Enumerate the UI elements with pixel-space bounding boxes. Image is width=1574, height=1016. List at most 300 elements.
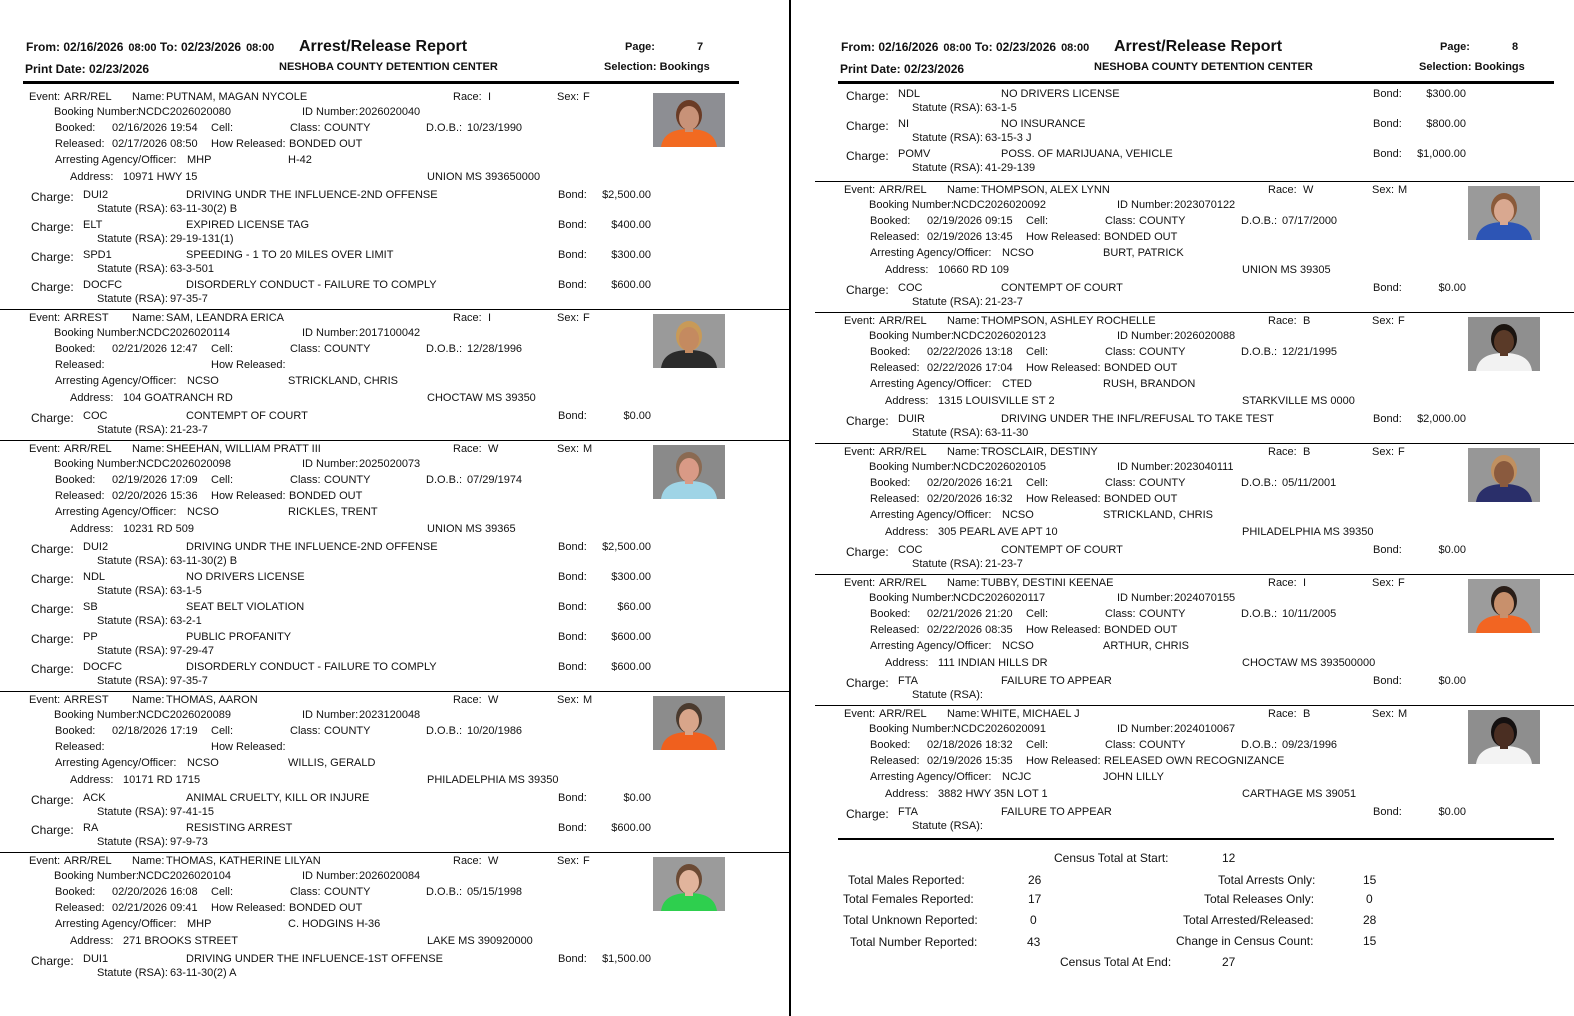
releases-value: 0 [1366, 892, 1373, 906]
booked-label: Booked: [870, 346, 911, 358]
how-released-label: How Released: [1026, 755, 1101, 767]
charge-code: NDL [898, 88, 921, 100]
bond-amount: $300.00 [611, 249, 651, 261]
dob-value: 05/11/2001 [1282, 477, 1337, 489]
header-rule [838, 81, 1554, 84]
how-released-value: BONDED OUT [289, 138, 363, 150]
booked-datetime: 02/19/2026 09:15 [927, 215, 1013, 227]
bond-label: Bond: [558, 410, 587, 422]
from-date: 02/16/2026 [878, 40, 939, 54]
how-released-label: How Released: [211, 490, 286, 502]
booked-label: Booked: [870, 739, 911, 751]
arresting-agency: NCSO [187, 757, 219, 769]
from-date: 02/16/2026 [63, 40, 124, 54]
address-label: Address: [885, 788, 929, 800]
address-label: Address: [70, 171, 114, 183]
face-shape [1494, 592, 1514, 616]
statute-value: 21-23-7 [170, 424, 208, 436]
booked-datetime: 02/21/2026 21:20 [927, 608, 1013, 620]
race-value: B [1303, 446, 1311, 458]
name-label: Name: [947, 184, 980, 196]
statute-value: 63-11-30(2) B [170, 555, 238, 567]
class-label: Class: [1105, 346, 1136, 358]
arrested-released-label: Total Arrested/Released: [1183, 913, 1314, 927]
arresting-agency: NCSO [187, 506, 219, 518]
report-header [0, 0, 790, 90]
neck-shape [685, 730, 693, 735]
booked-datetime: 02/18/2026 18:32 [927, 739, 1013, 751]
race-label: Race: [1268, 184, 1297, 196]
cell-label: Cell: [211, 122, 234, 134]
females-label: Total Females Reported: [843, 892, 974, 906]
released-label: Released: [870, 493, 920, 505]
address-value: 3882 HWY 35N LOT 1 [938, 788, 1048, 800]
unknown-value: 0 [1030, 913, 1037, 927]
charge-code: DUI2 [83, 189, 109, 201]
event-record [0, 309, 790, 440]
charge-label: Charge: [31, 572, 74, 586]
inmate-name: SHEEHAN, WILLIAM PRATT III [166, 443, 321, 455]
race-label: Race: [453, 694, 482, 706]
race-label: Race: [1268, 577, 1297, 589]
statute-label: Statute (RSA): [97, 293, 168, 305]
bond-amount: $0.00 [1438, 282, 1466, 294]
address-label: Address: [885, 657, 929, 669]
charge-label: Charge: [846, 89, 889, 103]
header-rule [23, 81, 739, 84]
charge-code: COC [898, 282, 923, 294]
statute-label: Statute (RSA): [97, 806, 168, 818]
how-released-label: How Released: [211, 138, 286, 150]
booked-label: Booked: [55, 886, 96, 898]
booking-number: NCDC2026020089 [138, 709, 231, 721]
booked-datetime: 02/19/2026 17:09 [112, 474, 198, 486]
race-label: Race: [1268, 446, 1297, 458]
selection-value: Bookings [1474, 61, 1525, 73]
event-label: Event: [844, 446, 876, 458]
agency-officer-label: Arresting Agency/Officer: [870, 640, 992, 652]
bond-amount: $300.00 [1426, 88, 1466, 100]
released-datetime: 02/21/2026 09:41 [112, 902, 198, 914]
face-shape [1494, 723, 1514, 747]
report-title: Arrest/Release Report [299, 38, 468, 55]
mugshot-graphic [1468, 186, 1540, 240]
charge-label: Charge: [846, 119, 889, 133]
to-date: 02/23/2026 [996, 40, 1057, 54]
booking-number-label: Booking Number: [869, 723, 954, 735]
dob-value: 10/11/2005 [1282, 608, 1337, 620]
race-value: W [488, 855, 499, 867]
charge-description: SPEEDING - 1 TO 20 MILES OVER LIMIT [186, 249, 394, 261]
released-label: Released: [870, 624, 920, 636]
class-value: COUNTY [324, 474, 371, 486]
id-number: 2025020073 [359, 458, 421, 470]
booked-datetime: 02/22/2026 13:18 [927, 346, 1013, 358]
event-record [815, 181, 1574, 312]
event-type: ARR/REL [879, 577, 927, 589]
cell-label: Cell: [1026, 608, 1049, 620]
statute-value: 29-19-131(1) [170, 233, 234, 245]
event-record [815, 574, 1574, 705]
booking-number-label: Booking Number: [869, 199, 954, 211]
name-label: Name: [947, 577, 980, 589]
arrests-label: Total Arrests Only: [1218, 873, 1316, 887]
race-value: I [1303, 577, 1307, 589]
page-label: Page: [625, 41, 655, 53]
bond-amount: $0.00 [1438, 544, 1466, 556]
city-state-zip: UNION MS 39365 [427, 523, 516, 535]
race-label: Race: [453, 91, 482, 103]
address-value: 1315 LOUISVILLE ST 2 [938, 395, 1055, 407]
inmate-name: SAM, LEANDRA ERICA [166, 312, 284, 324]
report-body [0, 89, 790, 983]
id-number: 2026020084 [359, 870, 421, 882]
arresting-agency: NCSO [1002, 509, 1034, 521]
arresting-officer: WILLIS, GERALD [288, 757, 376, 769]
statute-value: 63-2-1 [170, 615, 202, 627]
page-number: 8 [1512, 41, 1519, 53]
name-label: Name: [947, 315, 980, 327]
booked-datetime: 02/16/2026 19:54 [112, 122, 198, 134]
how-released-value: BONDED OUT [1104, 362, 1178, 374]
bond-label: Bond: [1373, 118, 1402, 130]
sex-label: Sex: [1372, 708, 1395, 720]
dob-label: D.O.B.: [426, 886, 463, 898]
bond-amount: $0.00 [623, 410, 651, 422]
bond-amount: $1,000.00 [1417, 148, 1466, 160]
statute-label: Statute (RSA): [912, 162, 983, 174]
cell-label: Cell: [1026, 215, 1049, 227]
booking-photo [1468, 186, 1540, 240]
booking-photo [1468, 448, 1540, 502]
released-datetime: 02/17/2026 08:50 [112, 138, 198, 150]
race-value: B [1303, 315, 1311, 327]
booking-photo [653, 857, 725, 911]
class-label: Class: [1105, 477, 1136, 489]
dob-value: 09/23/1996 [1282, 739, 1338, 751]
census-end-value: 27 [1222, 955, 1236, 969]
face-shape [1494, 199, 1514, 223]
statute-label: Statute (RSA): [97, 585, 168, 597]
booking-number-label: Booking Number: [54, 106, 139, 118]
arresting-agency: NCSO [1002, 247, 1034, 259]
cell-label: Cell: [211, 886, 234, 898]
cell-label: Cell: [211, 343, 234, 355]
charge-description: FAILURE TO APPEAR [1001, 806, 1112, 818]
charge-code: COC [898, 544, 923, 556]
booked-datetime: 02/20/2026 16:08 [112, 886, 198, 898]
booking-number: NCDC2026020092 [953, 199, 1046, 211]
arresting-officer: RUSH, BRANDON [1103, 378, 1196, 390]
event-type: ARREST [64, 694, 109, 706]
statute-label: Statute (RSA): [97, 675, 168, 687]
neck-shape [1500, 744, 1508, 749]
from-label: From: [841, 40, 875, 54]
bond-label: Bond: [1373, 413, 1402, 425]
booking-number-label: Booking Number: [54, 327, 139, 339]
released-datetime: 02/22/2026 17:04 [927, 362, 1013, 374]
print-date: 02/23/2026 [904, 62, 965, 76]
charge-label: Charge: [31, 250, 74, 264]
cell-label: Cell: [1026, 739, 1049, 751]
charge-description: NO INSURANCE [1001, 118, 1086, 130]
sex-value: M [583, 443, 593, 455]
charge-code: RA [83, 822, 99, 834]
event-label: Event: [29, 91, 61, 103]
dob-value: 07/17/2000 [1282, 215, 1338, 227]
census-change-label: Change in Census Count: [1176, 934, 1314, 948]
statute-label: Statute (RSA): [97, 615, 168, 627]
address-value: 10231 RD 509 [123, 523, 194, 535]
released-label: Released: [55, 490, 105, 502]
charge-label: Charge: [31, 662, 74, 676]
booking-photo [1468, 317, 1540, 371]
id-number: 2026020040 [359, 106, 421, 118]
event-record [815, 705, 1574, 836]
statute-value: 97-29-47 [170, 645, 215, 657]
arresting-agency: CTED [1002, 378, 1032, 390]
how-released-label: How Released: [211, 902, 286, 914]
face-shape [679, 709, 699, 733]
charge-code: SPD1 [83, 249, 112, 261]
bond-label: Bond: [558, 792, 587, 804]
statute-label: Statute (RSA): [97, 555, 168, 567]
facility-name: NESHOBA COUNTY DETENTION CENTER [279, 61, 498, 73]
dob-label: D.O.B.: [426, 122, 463, 134]
statute-label: Statute (RSA): [97, 424, 168, 436]
statute-value: 97-9-73 [170, 836, 208, 848]
dob-value: 10/20/1986 [467, 725, 523, 737]
releases-label: Total Releases Only: [1204, 892, 1315, 906]
bond-amount: $2,500.00 [602, 189, 651, 201]
inmate-name: THOMPSON, ASHLEY ROCHELLE [981, 315, 1156, 327]
males-value: 26 [1028, 873, 1042, 887]
booked-datetime: 02/20/2026 16:21 [927, 477, 1013, 489]
race-value: B [1303, 708, 1311, 720]
neck-shape [1500, 351, 1508, 356]
address-value: 10660 RD 109 [938, 264, 1009, 276]
arrested-released-value: 28 [1363, 913, 1377, 927]
statute-label: Statute (RSA): [97, 967, 168, 979]
event-record [815, 312, 1574, 443]
event-label: Event: [844, 577, 876, 589]
charge-label: Charge: [31, 280, 74, 294]
city-state-zip: CHOCTAW MS 39350 [427, 392, 536, 404]
sex-label: Sex: [1372, 446, 1395, 458]
event-label: Event: [29, 694, 61, 706]
city-state-zip: CHOCTAW MS 393500000 [1242, 657, 1376, 669]
sex-label: Sex: [1372, 577, 1395, 589]
race-value: I [488, 312, 492, 324]
from-field [26, 40, 274, 54]
name-label: Name: [132, 694, 165, 706]
arresting-officer: RICKLES, TRENT [288, 506, 378, 518]
bond-amount: $0.00 [1438, 806, 1466, 818]
dob-value: 05/15/1998 [467, 886, 523, 898]
dob-label: D.O.B.: [1241, 739, 1278, 751]
booked-datetime: 02/18/2026 17:19 [112, 725, 198, 737]
id-number: 2023070122 [1174, 199, 1236, 211]
event-label: Event: [29, 443, 61, 455]
charge-label: Charge: [31, 190, 74, 204]
arresting-officer: ARTHUR, CHRIS [1103, 640, 1189, 652]
class-value: COUNTY [1139, 477, 1186, 489]
print-date: 02/23/2026 [89, 62, 150, 76]
charge-code: NDL [83, 571, 106, 583]
event-label: Event: [844, 708, 876, 720]
charge-label: Charge: [846, 149, 889, 163]
neck-shape [1500, 482, 1508, 487]
booking-photo [653, 696, 725, 750]
bond-amount: $600.00 [611, 661, 651, 673]
agency-officer-label: Arresting Agency/Officer: [55, 506, 177, 518]
neck-shape [1500, 613, 1508, 618]
statute-value: 63-3-501 [170, 263, 215, 275]
how-released-value: BONDED OUT [1104, 624, 1178, 636]
charge-description: DRIVING UNDR THE INFLUENCE-2ND OFFENSE [186, 541, 438, 553]
statute-label: Statute (RSA): [912, 820, 983, 832]
id-number-label: ID Number: [302, 327, 359, 339]
how-released-label: How Released: [1026, 624, 1101, 636]
released-label: Released: [870, 362, 920, 374]
released-label: Released: [870, 755, 920, 767]
mugshot-graphic [653, 93, 725, 147]
event-label: Event: [844, 184, 876, 196]
from-time: 08:00 [128, 42, 157, 54]
arresting-officer: BURT, PATRICK [1103, 247, 1184, 259]
statute-value: 97-35-7 [170, 675, 208, 687]
census-end-label: Census Total At End: [1060, 955, 1172, 969]
statute-value: 21-23-7 [985, 296, 1023, 308]
females-value: 17 [1028, 892, 1042, 906]
id-number: 2024010067 [1174, 723, 1236, 735]
to-time: 08:00 [246, 42, 275, 54]
id-number-label: ID Number: [1117, 461, 1174, 473]
event-record [0, 691, 790, 852]
statute-label: Statute (RSA): [97, 203, 168, 215]
agency-officer-label: Arresting Agency/Officer: [55, 375, 177, 387]
sex-label: Sex: [557, 855, 580, 867]
number-label: Total Number Reported: [850, 935, 978, 949]
mugshot-graphic [1468, 579, 1540, 633]
booking-number-label: Booking Number: [54, 870, 139, 882]
statute-label: Statute (RSA): [912, 427, 983, 439]
to-label: To: [159, 40, 178, 54]
page-number: 7 [697, 41, 704, 53]
charge-code: DUI2 [83, 541, 109, 553]
id-number-label: ID Number: [1117, 723, 1174, 735]
cell-label: Cell: [211, 474, 234, 486]
address-label: Address: [70, 392, 114, 404]
class-label: Class: [290, 343, 321, 355]
page-divider [789, 0, 791, 1016]
booking-number-label: Booking Number: [869, 592, 954, 604]
id-number-label: ID Number: [302, 870, 359, 882]
statute-value: 63-1-5 [985, 102, 1017, 114]
class-value: COUNTY [324, 122, 371, 134]
mugshot-graphic [1468, 448, 1540, 502]
race-label: Race: [1268, 708, 1297, 720]
print-date-field [25, 62, 149, 76]
bond-label: Bond: [558, 541, 587, 553]
charge-label: Charge: [31, 411, 74, 425]
charge-label: Charge: [846, 545, 889, 559]
released-datetime: 02/20/2026 15:36 [112, 490, 198, 502]
statute-value: 97-35-7 [170, 293, 208, 305]
neck-shape [685, 348, 693, 353]
mugshot-graphic [1468, 317, 1540, 371]
from-time: 08:00 [943, 42, 972, 54]
booking-photo [653, 314, 725, 368]
id-number-label: ID Number: [1117, 592, 1174, 604]
print-date-label: Print Date: [25, 62, 86, 76]
bond-amount: $0.00 [623, 792, 651, 804]
class-label: Class: [290, 886, 321, 898]
charge-code: PP [83, 631, 98, 643]
charge-description: CONTEMPT OF COURT [1001, 544, 1123, 556]
dob-label: D.O.B.: [426, 343, 463, 355]
statute-value: 63-11-30(2) B [170, 203, 238, 215]
released-datetime: 02/19/2026 15:35 [927, 755, 1013, 767]
page-label: Page: [1440, 41, 1470, 53]
charge-code: POMV [898, 148, 931, 160]
agency-officer-label: Arresting Agency/Officer: [55, 154, 177, 166]
booking-photo [653, 445, 725, 499]
class-value: COUNTY [1139, 608, 1186, 620]
statute-value: 41-29-139 [985, 162, 1036, 174]
charge-label: Charge: [846, 283, 889, 297]
race-label: Race: [453, 855, 482, 867]
face-shape [679, 327, 699, 351]
sex-value: F [1398, 315, 1405, 327]
address-label: Address: [885, 264, 929, 276]
sex-label: Sex: [1372, 184, 1395, 196]
face-shape [1494, 461, 1514, 485]
bond-label: Bond: [558, 661, 587, 673]
from-label: From: [26, 40, 60, 54]
neck-shape [685, 891, 693, 896]
charge-code: DOCFC [83, 279, 123, 291]
arresting-officer: STRICKLAND, CHRIS [288, 375, 399, 387]
charge-code: FTA [898, 675, 918, 687]
bond-amount: $60.00 [617, 601, 651, 613]
address-label: Address: [70, 935, 114, 947]
statute-value: 63-11-30 [985, 427, 1029, 439]
agency-officer-label: Arresting Agency/Officer: [55, 757, 177, 769]
agency-officer-label: Arresting Agency/Officer: [870, 378, 992, 390]
event-type: ARR/REL [64, 91, 112, 103]
charge-code: ELT [83, 219, 103, 231]
statute-label: Statute (RSA): [912, 132, 983, 144]
number-value: 43 [1027, 935, 1041, 949]
booking-number: NCDC2026020080 [138, 106, 231, 118]
booking-number: NCDC2026020117 [953, 592, 1046, 604]
sex-label: Sex: [1372, 315, 1395, 327]
city-state-zip: CARTHAGE MS 39051 [1242, 788, 1357, 800]
charge-description: NO DRIVERS LICENSE [1001, 88, 1120, 100]
face-shape [679, 106, 699, 130]
class-value: COUNTY [324, 886, 371, 898]
class-label: Class: [290, 725, 321, 737]
bond-label: Bond: [558, 631, 587, 643]
booked-label: Booked: [55, 474, 96, 486]
sex-label: Sex: [557, 91, 580, 103]
statute-value: 63-1-5 [170, 585, 202, 597]
event-record [815, 443, 1574, 574]
census-start-value: 12 [1222, 851, 1236, 865]
booking-number: NCDC2026020091 [953, 723, 1046, 735]
booked-label: Booked: [55, 343, 96, 355]
